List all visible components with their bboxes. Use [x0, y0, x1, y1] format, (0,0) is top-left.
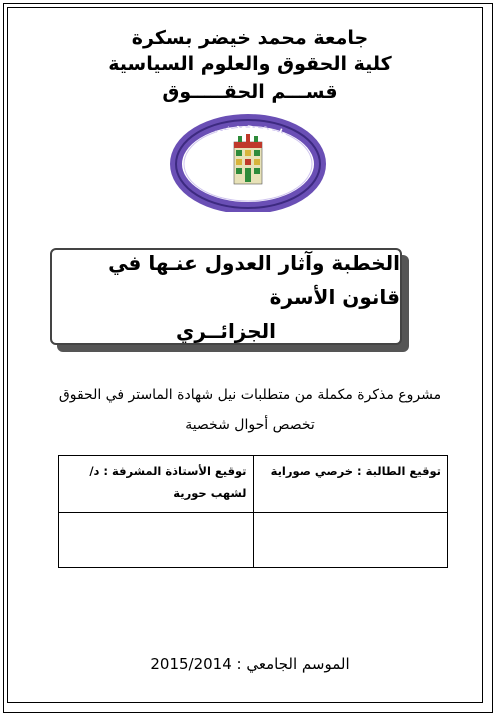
- student-signature-cell: [253, 513, 448, 568]
- supervisor-signature-cell: [59, 513, 254, 568]
- signature-table: [58, 455, 448, 568]
- thesis-title-line-2: الجزائــري: [175, 318, 277, 343]
- logo-tower-icon: [234, 134, 262, 184]
- academic-season-label: الموسم الجامعي :: [236, 655, 350, 673]
- academic-season: [115, 655, 385, 673]
- student-signature-label: توقيع الطالبة : خرصي صوراية: [253, 456, 448, 513]
- signature-blank-row: [59, 513, 448, 568]
- faculty-name: كلية الحقوق والعلوم السياسية: [108, 53, 392, 75]
- thesis-description: مشروع مذكرة مكملة من متطلبات نيل شهادة الماستر في الحقوق: [58, 387, 442, 403]
- department-name: قســـم الحقـــــوق: [162, 81, 338, 103]
- academic-season-value: 2015/2014: [150, 655, 232, 673]
- logo-arc-text-bottom: كلية الحقوق والعلوم السياسية: [205, 177, 291, 197]
- supervisor-signature-label: توقيع الأستاذة المشرفة : د/لشهب حورية: [59, 456, 254, 513]
- university-logo: [168, 112, 328, 212]
- thesis-title-line-1: الخطبة وآثار العدول عنـها في قانون الأسرة: [108, 250, 400, 309]
- logo-arc-text-top: جامعة محمد خيضر: [206, 121, 290, 142]
- thesis-title-box: [50, 248, 402, 345]
- specialization: تخصص أحوال شخصية: [185, 417, 315, 433]
- signature-header-row: [59, 456, 448, 513]
- university-name: جامعة محمد خيضر بسكرة: [131, 27, 369, 49]
